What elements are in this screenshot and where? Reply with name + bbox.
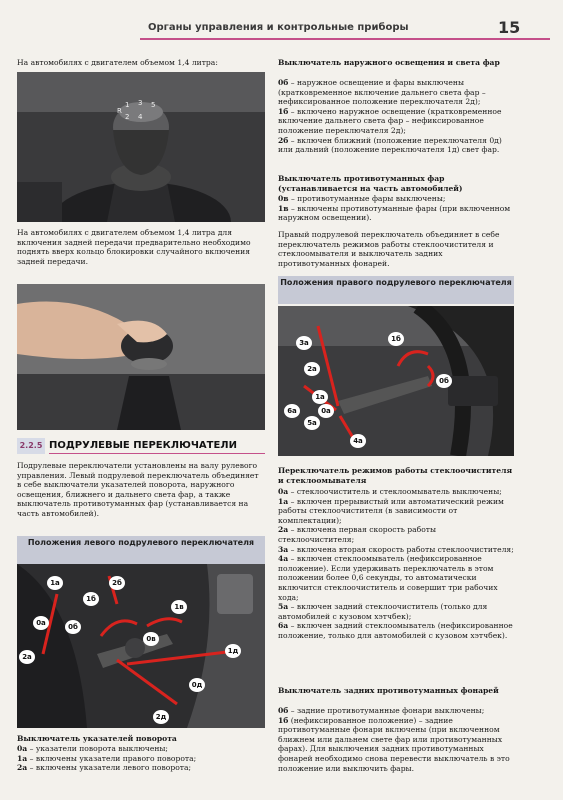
gear-knob-photo [17,72,265,222]
right-switch-image [278,306,514,456]
right-label-2a: 2а [304,362,320,376]
right-label-5a: 5а [304,416,320,430]
left-label-2b: 2б [109,576,125,590]
turn-signal-heading: Выключатель указателей поворота [17,734,177,743]
left-label-0d: 0д [189,678,205,692]
list-item: 0а – указатели поворота выключены; [17,744,168,753]
section-rule [49,453,265,454]
right-label-1b: 1б [388,332,404,346]
left-label-0v: 0в [143,632,159,646]
list-item: 1а – включен прерывистый или автоматический режим работы стеклоочистителя (в зависимости от комплектации); [278,496,504,525]
reverse-lock-photo [17,284,265,430]
section-heading [17,438,265,454]
fog-heading: Выключатель противотуманных фар (устанавливается на часть автомобилей) [278,174,463,193]
left-label-1a: 1а [47,576,63,590]
fog-list [278,194,514,223]
right-switch-photo [278,306,514,456]
left-switch-photo [17,564,265,728]
lighting-list [278,78,514,155]
list-item: 0б – наружное освещение и фары выключены (кратковременное включение дальнего света фар – нефиксированное положение переключателя 2д); [278,78,486,107]
left-label-1b: 1б [83,592,99,606]
gear-mark-5: 5 [151,101,156,109]
list-item: 0б – задние противотуманные фонари выключены; [278,706,485,715]
page-number: 15 [498,18,521,37]
right-label-0b: 0б [436,374,452,388]
hand-on-knob-image [17,284,265,430]
gear-mark-2: 2 [125,113,130,121]
right-label-0a: 0а [318,404,334,418]
right-label-1a: 1а [312,390,328,404]
wiper-list [278,487,514,641]
header-rule [140,38,550,40]
turn-signal-list [17,744,265,773]
right-switch-caption: Положения правого подрулевого переключателя [278,276,514,304]
list-item: 6а – включен задний стеклоомыватель (нефиксированное положение, только для автомобилей с кузовом хэтчбек). [278,621,513,640]
left-label-0a: 0а [33,616,49,630]
lighting-heading: Выключатель наружного освещения и света фар [278,58,500,67]
left-label-0b: 0б [65,620,81,634]
gear-knob-image [17,72,265,222]
list-item: 2а – включена первая скорость работы стеклоочистителя; [278,525,437,544]
rear-fog-list [278,706,514,773]
gear-mark-3: 3 [138,99,143,107]
list-item: 4а – включен стеклоомыватель (нефиксированное положение). Если удерживать переключатель в этом положении более 0,6 секунды, то автоматически включится стеклоочиститель и совершит три рабочих хода; [278,554,498,602]
section-title: ПОДРУЛЕВЫЕ ПЕРЕКЛЮЧАТЕЛИ [49,440,237,451]
gear-mark-4: 4 [138,113,143,121]
section-number: 2.2.5 [17,438,45,454]
list-item: 1б – включено наружное освещение (кратковременное включение дальнего света фар – нефиксированное положение переключателя 2д); [278,106,502,135]
right-switch-intro: Правый подрулевой переключатель объединяет в себе переключатель режимов работы стеклоочистителя и стеклоомывателя и выключатель задних противотуманных фонарей. [278,230,500,268]
gear-mark-1: 1 [125,101,130,109]
wiper-heading: Переключатель режимов работы стеклоочистителя и стеклоомывателя [278,466,513,485]
list-item: 0а – стеклоочиститель и стеклоомыватель выключены; [278,487,502,496]
left-label-2d: 2д [153,710,169,724]
right-label-3a: 3а [296,336,312,350]
left-switch-caption: Положения левого подрулевого переключателя [17,536,265,564]
right-label-4a: 4а [350,434,366,448]
section-intro: Подрулевые переключатели установлены на валу рулевого управления. Левый подрулевой переключатель объединяет в себе выключатели указателей поворота, наружного освещения, ближнего и дальнего света фар, а также выключатель противотуманных фар (устанавливается на часть автомобилей). [17,461,259,518]
list-item: 2б – включен ближний (положение переключателя 0д) или дальний (положение переключателя 1д) свет фар. [278,135,502,155]
left-label-2a: 2а [19,650,35,664]
list-item: 5а – включен задний стеклоочиститель (только для автомобилей с кузовом хэтчбек); [278,602,488,621]
right-label-6a: 6а [284,404,300,418]
list-item: 3а – включена вторая скорость работы стеклоочистителя; [278,544,514,554]
left-label-1v: 1в [171,600,187,614]
gear-mark-r: R [117,107,122,115]
list-item: 1а – включены указатели правого поворота; [17,753,197,763]
list-item: 1в – включены противотуманные фары (при включенном наружном освещении). [278,203,511,223]
running-title: Органы управления и контрольные приборы [148,22,409,33]
engine-note-1: На автомобилях с двигателем объемом 1,4 литра: [17,58,218,67]
list-item: 1б (нефиксированное положение) – задние противотуманные фонари включены (при включенном ближнем или дальнем свете фар или противотуманных фарах). Для выключения задних противотуманных фонарей необходимо снова перевести выключатель в это положение или выключить фары. [278,715,510,773]
reverse-gear-note: На автомобилях с двигателем объемом 1,4 литра для включения задней передачи предварительно необходимо поднять вверх кольцо блокировки случайного включения задней передачи. [17,228,251,266]
list-item: 2а – включены указатели левого поворота; [17,763,192,773]
page-header [0,0,563,44]
left-label-1d: 1д [225,644,241,658]
list-item: 0в – противотуманные фары выключены; [278,194,446,203]
rear-fog-heading: Выключатель задних противотуманных фонарей [278,686,499,695]
